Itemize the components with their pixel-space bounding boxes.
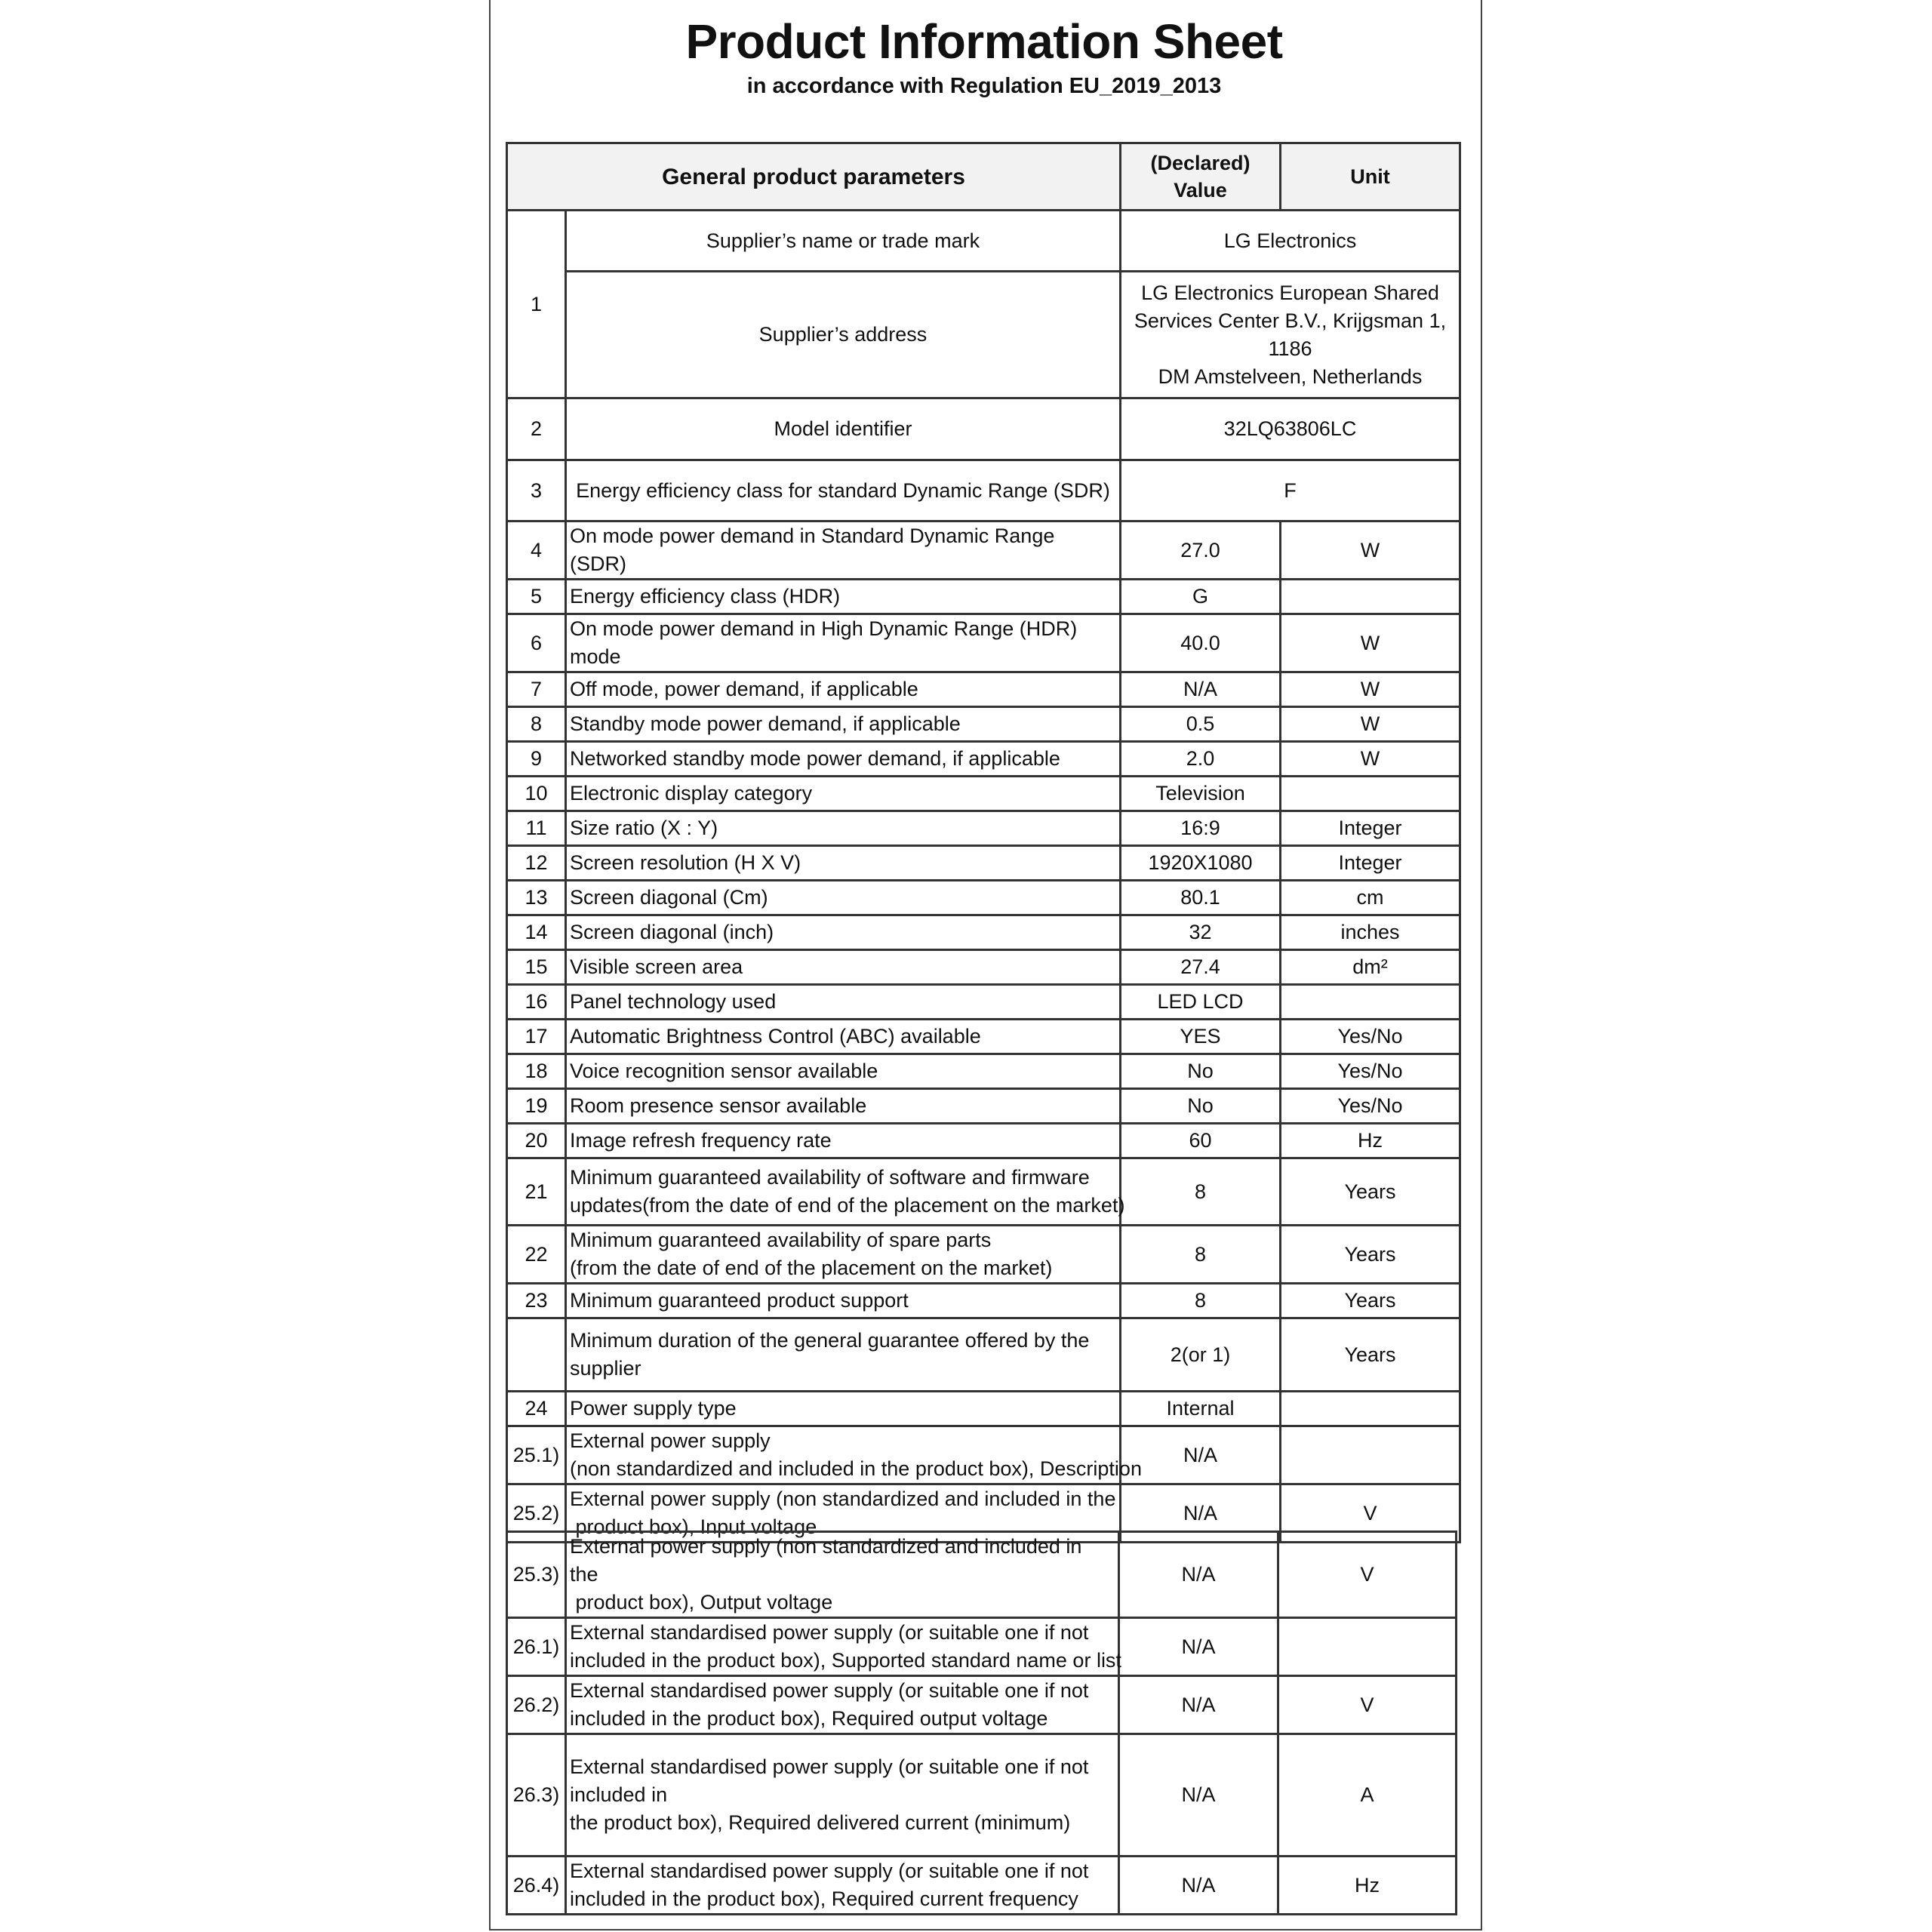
- row-number: 4: [507, 521, 566, 580]
- parameter-label: [566, 1089, 1121, 1124]
- row-number: 11: [507, 811, 566, 846]
- row-number: 6: [507, 614, 566, 672]
- declared-value: N/A: [1121, 1426, 1281, 1484]
- table-row: [507, 777, 1460, 811]
- parameter-label-line: External power supply (non standardized and included in the: [570, 1535, 1082, 1586]
- unit-value: Yes/No: [1281, 1054, 1460, 1089]
- parameter-label-line: Size ratio (X : Y): [570, 817, 718, 839]
- declared-value: Internal: [1121, 1392, 1281, 1426]
- header-value-line1: (Declared): [1150, 152, 1251, 174]
- row-number: 18: [507, 1054, 566, 1089]
- parameter-label-line: Screen diagonal (Cm): [570, 886, 768, 909]
- declared-value: 16:9: [1121, 811, 1281, 846]
- parameter-label: [566, 1054, 1121, 1089]
- parameter-label-line: Visible screen area: [570, 955, 743, 978]
- declared-value: No: [1121, 1089, 1281, 1124]
- unit-value: Hz: [1278, 1857, 1457, 1915]
- table-row: [507, 1426, 1460, 1484]
- row-number: 1: [507, 211, 566, 398]
- row-number: 25.3): [507, 1532, 566, 1618]
- table-row: [507, 398, 1460, 460]
- declared-value: 1920X1080: [1121, 846, 1281, 881]
- supplier-address-value: [1121, 272, 1460, 398]
- parameter-label: [566, 985, 1121, 1020]
- parameter-label: [566, 1392, 1121, 1426]
- table-row: [507, 1054, 1460, 1089]
- parameter-label: [566, 1158, 1125, 1226]
- table-row: [507, 1618, 1457, 1676]
- table-row: [507, 1318, 1460, 1392]
- page-subtitle: in accordance with Regulation EU_2019_2013: [746, 74, 1222, 98]
- parameter-label-line: the product box), Required delivered current (minimum): [570, 1811, 1071, 1834]
- row-number: 26.2): [507, 1676, 566, 1734]
- unit-value: V: [1278, 1676, 1457, 1734]
- parameter-label-line: On mode power demand in High Dynamic Range (HDR) mode: [570, 617, 1078, 668]
- parameter-label: [566, 1532, 1119, 1618]
- table-row: [507, 1020, 1460, 1054]
- supplier-address-label: Supplier’s address: [566, 272, 1121, 398]
- parameter-label-line: External power supply (non standardized and included in the: [570, 1487, 1116, 1510]
- table-row: [507, 1124, 1460, 1158]
- parameter-label: [566, 1284, 1121, 1318]
- row-number: 17: [507, 1020, 566, 1054]
- parameter-label-line: Screen resolution (H X V): [570, 851, 801, 874]
- row-number: 26.3): [507, 1734, 566, 1857]
- parameter-label-line: External standardised power supply (or suitable one if not: [570, 1679, 1089, 1702]
- parameter-label: [566, 811, 1121, 846]
- declared-value: 2(or 1): [1121, 1318, 1281, 1392]
- table-row: [507, 1226, 1460, 1284]
- unit-value: Years: [1281, 1318, 1460, 1392]
- declared-value: 27.0: [1121, 521, 1281, 580]
- declared-value: YES: [1121, 1020, 1281, 1054]
- table-row: [507, 707, 1460, 742]
- header-value-line2: Value: [1174, 179, 1227, 202]
- supplier-name-value: LG Electronics: [1121, 211, 1460, 272]
- unit-value: V: [1281, 1484, 1460, 1543]
- address-line: LG Electronics European Shared: [1141, 281, 1439, 304]
- parameter-label-line: Minimum guaranteed availability of software and firmware: [570, 1166, 1090, 1189]
- parameter-label-line: On mode power demand in Standard Dynamic Range (SDR): [570, 525, 1055, 575]
- parameter-label-line: (non standardized and included in the product box), Description: [570, 1457, 1142, 1480]
- parameter-label-line: Electronic display category: [570, 782, 813, 804]
- table-row: [507, 881, 1460, 915]
- table-row: [507, 1392, 1460, 1426]
- row-number: 22: [507, 1226, 566, 1284]
- table-row: [507, 1676, 1457, 1734]
- unit-value: [1281, 580, 1460, 614]
- unit-value: Hz: [1281, 1124, 1460, 1158]
- unit-value: Integer: [1281, 811, 1460, 846]
- row-number: 7: [507, 672, 566, 707]
- unit-value: [1281, 1426, 1460, 1484]
- declared-value: 0.5: [1121, 707, 1281, 742]
- parameter-label-line: External standardised power supply (or suitable one if not included in: [570, 1755, 1089, 1806]
- declared-value: No: [1121, 1054, 1281, 1089]
- parameter-label-line: (from the date of end of the placement on the market): [570, 1257, 1053, 1279]
- unit-value: [1281, 1392, 1460, 1426]
- parameter-label: [566, 1618, 1119, 1676]
- declared-value: 8: [1121, 1284, 1281, 1318]
- declared-value: N/A: [1119, 1532, 1278, 1618]
- row-number: 25.2): [507, 1484, 566, 1543]
- page-title: Product Information Sheet: [685, 14, 1283, 69]
- parameter-label: [566, 1857, 1119, 1915]
- row-number: 24: [507, 1392, 566, 1426]
- row-number: 23: [507, 1284, 566, 1318]
- parameter-label: [566, 707, 1121, 742]
- parameter-label-line: Off mode, power demand, if applicable: [570, 678, 918, 700]
- parameter-label: [566, 1226, 1121, 1284]
- declared-value: Television: [1121, 777, 1281, 811]
- row-number: 9: [507, 742, 566, 777]
- parameter-label-line: Screen diagonal (inch): [570, 921, 774, 943]
- declared-value: LED LCD: [1121, 985, 1281, 1020]
- row-number: 16: [507, 985, 566, 1020]
- address-line: Services Center B.V., Krijgsman 1, 1186: [1134, 309, 1447, 360]
- row-number: 21: [507, 1158, 566, 1226]
- row-number: 14: [507, 915, 566, 950]
- row-number: 2: [507, 398, 566, 460]
- parameter-label-line: product box), Output voltage: [570, 1591, 833, 1614]
- declared-value: 60: [1121, 1124, 1281, 1158]
- unit-value: cm: [1281, 881, 1460, 915]
- parameter-label-line: Minimum guaranteed availability of spare parts: [570, 1229, 992, 1251]
- parameter-label-line: Room presence sensor available: [570, 1094, 867, 1117]
- parameter-label-line: External standardised power supply (or suitable one if not: [570, 1621, 1089, 1644]
- unit-value: V: [1278, 1532, 1457, 1618]
- unit-value: Years: [1281, 1284, 1460, 1318]
- table-row: [507, 1734, 1457, 1857]
- parameter-label-line: included in the product box), Required current frequency: [570, 1887, 1078, 1910]
- table-row: [507, 460, 1460, 521]
- header-declared-value: [1121, 143, 1281, 211]
- parameter-label: [566, 1318, 1121, 1392]
- product-parameters-table-continued: [506, 1531, 1457, 1915]
- unit-value: Yes/No: [1281, 1020, 1460, 1054]
- parameter-label: [566, 580, 1121, 614]
- unit-value: dm²: [1281, 950, 1460, 985]
- parameter-label-line: External power supply: [570, 1429, 771, 1452]
- parameter-label-line: Minimum guaranteed product support: [570, 1289, 909, 1312]
- row-number: 12: [507, 846, 566, 881]
- row-number: 15: [507, 950, 566, 985]
- parameter-label-line: Automatic Brightness Control (ABC) available: [570, 1025, 981, 1048]
- table-row: [507, 846, 1460, 881]
- unit-value: W: [1281, 614, 1460, 672]
- parameter-label: [566, 777, 1121, 811]
- table-row: [507, 1089, 1460, 1124]
- parameter-label: [566, 672, 1121, 707]
- table-row: [507, 1284, 1460, 1318]
- parameter-label-line: Minimum duration of the general guarantee offered by the supplier: [570, 1329, 1090, 1380]
- parameter-label: [566, 742, 1121, 777]
- declared-value: 27.4: [1121, 950, 1281, 985]
- table-row: [507, 272, 1460, 398]
- unit-value: [1281, 985, 1460, 1020]
- declared-value: 2.0: [1121, 742, 1281, 777]
- declared-value: 8: [1121, 1226, 1281, 1284]
- declared-value: N/A: [1121, 1484, 1281, 1543]
- parameter-label-line: Image refresh frequency rate: [570, 1129, 832, 1152]
- table-row: [507, 1857, 1457, 1915]
- row-number: 3: [507, 460, 566, 521]
- parameter-label-line: updates(from the date of end of the placement on the market): [570, 1194, 1125, 1217]
- parameter-label: [566, 521, 1121, 580]
- parameter-label-line: Voice recognition sensor available: [570, 1060, 878, 1082]
- declared-value: N/A: [1119, 1618, 1278, 1676]
- table-row: [507, 950, 1460, 985]
- parameter-label: [566, 1426, 1142, 1484]
- parameter-label: [566, 881, 1121, 915]
- table-row: [507, 672, 1460, 707]
- parameter-label: [566, 614, 1121, 672]
- parameter-label: [566, 846, 1121, 881]
- declared-value: N/A: [1121, 672, 1281, 707]
- supplier-name-label: Supplier’s name or trade mark: [566, 211, 1121, 272]
- model-identifier-label: Model identifier: [566, 398, 1121, 460]
- row-number: 8: [507, 707, 566, 742]
- header-parameters: General product parameters: [507, 143, 1121, 211]
- table-row: [507, 580, 1460, 614]
- unit-value: W: [1281, 707, 1460, 742]
- table-row: [507, 811, 1460, 846]
- declared-value: N/A: [1119, 1676, 1278, 1734]
- unit-value: [1281, 777, 1460, 811]
- energy-class-sdr-label: Energy efficiency class for standard Dynamic Range (SDR): [566, 460, 1121, 521]
- row-number: 26.1): [507, 1618, 566, 1676]
- table-row: [507, 1158, 1460, 1226]
- parameter-label-line: included in the product box), Supported standard name or list: [570, 1649, 1121, 1672]
- declared-value: 40.0: [1121, 614, 1281, 672]
- table-row: [507, 614, 1460, 672]
- table-header-row: [507, 143, 1460, 211]
- row-number: 5: [507, 580, 566, 614]
- unit-value: Years: [1281, 1226, 1460, 1284]
- table-row: [507, 211, 1460, 272]
- table-row: [507, 915, 1460, 950]
- row-number: 26.4): [507, 1857, 566, 1915]
- declared-value: N/A: [1119, 1734, 1278, 1857]
- unit-value: W: [1281, 521, 1460, 580]
- unit-value: Yes/No: [1281, 1089, 1460, 1124]
- row-number: 20: [507, 1124, 566, 1158]
- address-line: DM Amstelveen, Netherlands: [1158, 365, 1423, 388]
- parameter-label-line: External standardised power supply (or suitable one if not: [570, 1860, 1089, 1882]
- table-row: [507, 521, 1460, 580]
- unit-value: Integer: [1281, 846, 1460, 881]
- row-number: 13: [507, 881, 566, 915]
- parameter-label: [566, 950, 1121, 985]
- unit-value: W: [1281, 742, 1460, 777]
- header-unit: Unit: [1281, 143, 1460, 211]
- parameter-label-line: Panel technology used: [570, 990, 777, 1013]
- declared-value: 8: [1121, 1158, 1281, 1226]
- row-number: 25.1): [507, 1426, 566, 1484]
- parameter-label-line: included in the product box), Required output voltage: [570, 1707, 1048, 1730]
- unit-value: Years: [1281, 1158, 1460, 1226]
- parameter-label: [566, 915, 1121, 950]
- row-number: 10: [507, 777, 566, 811]
- parameter-label-line: Energy efficiency class (HDR): [570, 585, 841, 608]
- parameter-label: [566, 1124, 1121, 1158]
- unit-value: W: [1281, 672, 1460, 707]
- table-row: [507, 985, 1460, 1020]
- model-identifier-value: 32LQ63806LC: [1121, 398, 1460, 460]
- unit-value: [1278, 1618, 1457, 1676]
- declared-value: 80.1: [1121, 881, 1281, 915]
- declared-value: G: [1121, 580, 1281, 614]
- energy-class-sdr-value: F: [1121, 460, 1460, 521]
- parameter-label-line: Networked standby mode power demand, if applicable: [570, 747, 1060, 770]
- row-number: 19: [507, 1089, 566, 1124]
- unit-value: inches: [1281, 915, 1460, 950]
- parameter-label: [566, 1734, 1119, 1857]
- declared-value: 32: [1121, 915, 1281, 950]
- parameter-label: [566, 1676, 1119, 1734]
- parameter-label-line: product box), Input voltage: [570, 1515, 817, 1538]
- unit-value: A: [1278, 1734, 1457, 1857]
- parameter-label-line: Standby mode power demand, if applicable: [570, 712, 961, 735]
- table-row: [507, 742, 1460, 777]
- product-parameters-table: [506, 142, 1461, 1543]
- declared-value: N/A: [1119, 1857, 1278, 1915]
- row-number: [507, 1318, 566, 1392]
- parameter-label-line: Power supply type: [570, 1397, 737, 1420]
- table-row: [507, 1532, 1457, 1618]
- parameter-label: [566, 1020, 1121, 1054]
